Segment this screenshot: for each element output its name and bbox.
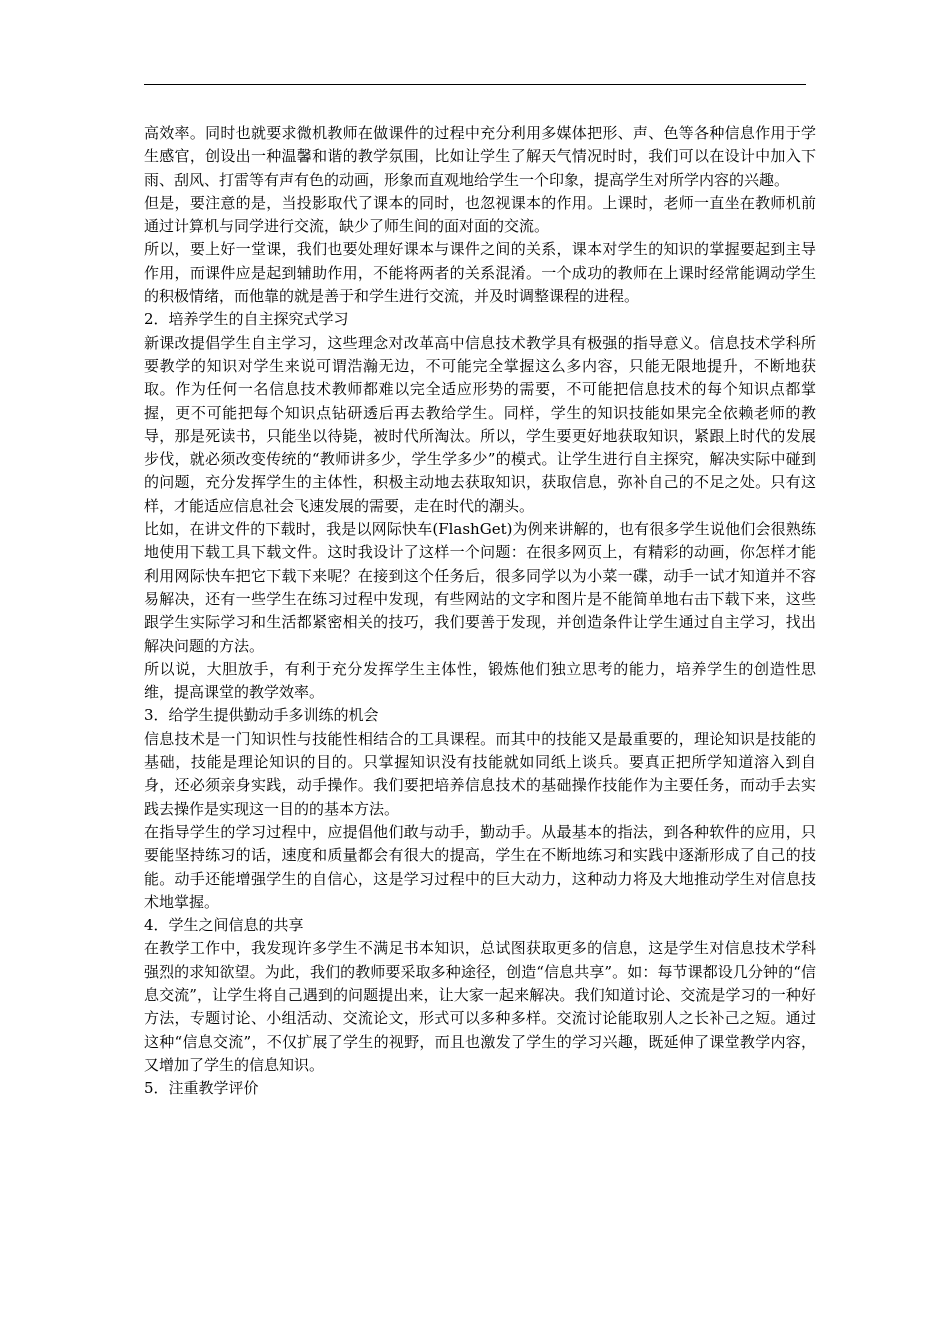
section-heading-4: 4．学生之间信息的共享	[144, 916, 304, 935]
header-rule	[144, 84, 806, 85]
paragraph-6: 所以说，大胆放手，有利于充分发挥学生主体性，锻炼他们独立思考的能力，培养学生的创造性思维，提高课堂的教学效率。	[144, 659, 816, 702]
paragraph-7: 信息技术是一门知识性与技能性相结合的工具课程。而其中的技能又是最重要的，理论知识是技能的基础，技能是理论知识的目的。只掌握知识没有技能就如同纸上谈兵。要真正把所学知道溶入到自身，还必须亲身实践，动手操作。我们要把培养信息技术的基础操作技能作为主要任务，而动手去实践去操作是实现这一目的的基本方法。	[144, 729, 816, 818]
paragraph-3: 所以，要上好一堂课，我们也要处理好课本与课件之间的关系，课本对学生的知识的掌握要起到主导作用，而课件应是起到辅助作用，不能将两者的关系混淆。一个成功的教师在上课时经常能调动学生的积极情绪，而他靠的就是善于和学生进行交流，并及时调整课程的进程。	[144, 240, 816, 306]
section-heading-5: 5．注重教学评价	[144, 1079, 259, 1098]
section-heading-3: 3．给学生提供勤动手多训练的机会	[144, 706, 379, 725]
paragraph-8: 在指导学生的学习过程中，应提倡他们敢与动手，勤动手。从最基本的指法，到各种软件的应用，只要能坚持练习的话，速度和质量都会有很大的提高，学生在不断地练习和实践中逐渐形成了自己的技能。动手还能增强学生的自信心，这是学习过程中的巨大动力，这种动力将及大地推动学生对信息技术地掌握。	[144, 822, 816, 911]
section-heading-2: 2．培养学生的自主探究式学习	[144, 310, 349, 329]
paragraph-1: 高效率。同时也就要求微机教师在做课件的过程中充分利用多媒体把形、声、色等各种信息作用于学生感官，创设出一种温馨和谐的教学氛围，比如让学生了解天气情况时时，我们可以在设计中加入下雨、刮风、打雷等有声有色的动画，形象而直观地给学生一个印象，提高学生对所学内容的兴趣。	[144, 124, 816, 189]
paragraph-2: 但是，要注意的是，当投影取代了课本的同时，也忽视课本的作用。上课时，老师一直坐在教师机前通过计算机与同学进行交流，缺少了师生间的面对面的交流。	[144, 193, 816, 236]
paragraph-5: 比如，在讲文件的下载时，我是以网际快车(FlashGet)为例来讲解的，也有很多学生说他们会很熟练地使用下载工具下载文件。这时我设计了这样一个问题：在很多网页上，有精彩的动画，你怎样才能利用网际快车把它下载下来呢？在接到这个任务后，很多同学以为小菜一碟，动手一试才知道并不容易解决，还有一些学生在练习过程中发现，有些网站的文字和图片是不能简单地右击下载下来，这些跟学生实际学习和生活都紧密相关的技巧，我们要善于发现，并创造条件让学生通过自主学习，找出解决问题的方法。	[144, 520, 816, 655]
paragraph-4: 新课改提倡学生自主学习，这些理念对改革高中信息技术教学具有极强的指导意义。信息技术学科所要教学的知识对学生来说可谓浩瀚无边，不可能完全掌握这么多内容，只能无限地提升，不断地获取。作为任何一名信息技术教师都难以完全适应形势的需要，不可能把信息技术的每个知识点都掌握，更不可能把每个知识点钻研透后再去教给学生。同样，学生的知识技能如果完全依赖老师的教导，那是死读书，只能坐以待毙，被时代所淘汰。所以，学生要更好地获取知识，紧跟上时代的发展步伐，就必须改变传统的“教师讲多少，学生学多少”的模式。让学生进行自主探究，解决实际中碰到的问题，充分发挥学生的主体性，积极主动地去获取知识，获取信息，弥补自己的不足之处。只有这样，才能适应信息社会飞速发展的需要，走在时代的潮头。	[144, 333, 816, 515]
paragraph-9: 在教学工作中，我发现许多学生不满足书本知识，总试图获取更多的信息，这是学生对信息技术学科强烈的求知欲望。为此，我们的教师要采取多种途径，创造“信息共享”。如：每节课都设几分钟的“信息交流”，让学生将自己遇到的问题提出来，让大家一起来解决。我们知道讨论、交流是学习的一种好方法，专题讨论、小组活动、交流论文，形式可以多种多样。交流讨论能取别人之长补己之短。通过这种“信息交流”，不仅扩展了学生的视野，而且也激发了学生的学习兴趣，既延伸了课堂教学内容，又增加了学生的信息知识。	[144, 939, 816, 1074]
document-body	[144, 122, 816, 1100]
